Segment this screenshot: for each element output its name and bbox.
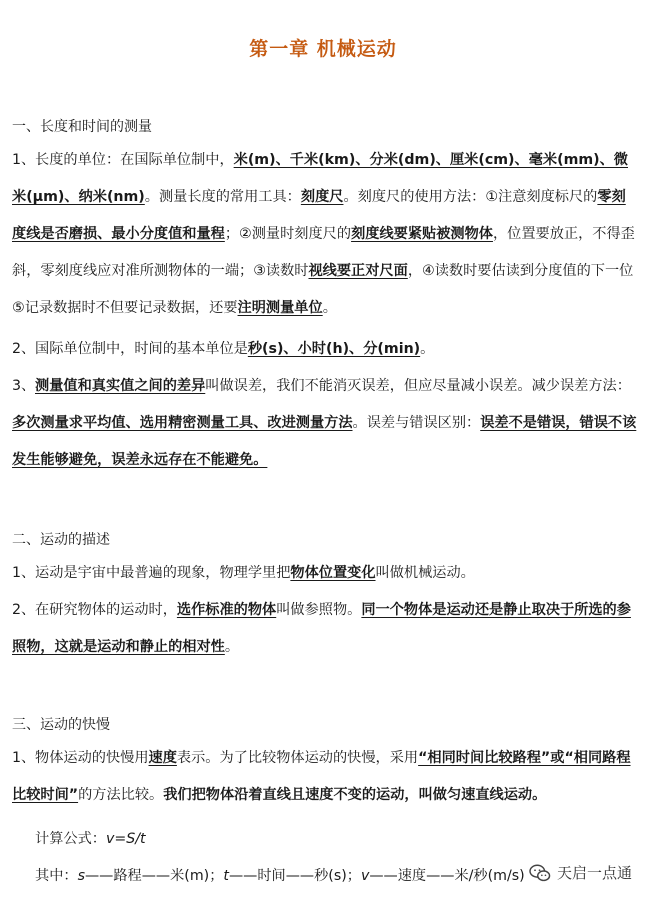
text-run: 在研究物体的运动时，	[35, 602, 177, 618]
formula-variables-line	[35, 865, 525, 885]
text-run: 物体运动的快慢用	[35, 750, 149, 766]
text-run: 。	[224, 639, 240, 655]
watermark-text: 天启一点通	[556, 864, 632, 882]
paragraph-error	[12, 368, 638, 479]
item-number: 2、	[12, 602, 36, 618]
text-run: 叫做参照物。	[276, 602, 362, 618]
symbol-v: v	[360, 868, 370, 884]
item-number: 1、	[12, 750, 36, 766]
formula-line	[35, 828, 146, 848]
key-statement: 我们把物体沿着直线且速度不变的运动，叫做匀速直线运动。	[163, 787, 547, 803]
key-point: 同一个物体是运动还是静止取决于所选的参照物，这就是运动和静止的相对性	[12, 602, 631, 655]
variable-desc: ——路程——米(m)；	[84, 868, 224, 884]
section-heading-1: 一、长度和时间的测量	[12, 119, 152, 135]
text-run: 叫做误差，我们不能消灭误差，但应尽量减小误差。减少误差方法：	[205, 378, 631, 394]
paragraph-speed	[12, 740, 638, 814]
paragraph-length-units	[12, 142, 638, 327]
item-number: 3、	[12, 378, 36, 394]
text-run: 。刻度尺的使用方法：①注意刻度标尺的	[343, 189, 598, 205]
key-point: 刻度尺	[300, 189, 344, 205]
chapter-title: 第一章 机械运动	[249, 38, 397, 60]
key-point: “相同时间比较路程”或“相同路程比较时间”	[12, 750, 631, 803]
wechat-icon	[529, 863, 551, 883]
key-point: 选作标准的物体	[176, 602, 277, 618]
paragraph-mechanical-motion	[12, 555, 638, 592]
key-point: 速度	[148, 750, 177, 766]
text-run: 。	[420, 341, 435, 357]
text-run: 长度的单位：在国际单位制中，	[35, 152, 234, 168]
key-point: 物体位置变化	[290, 565, 376, 581]
variables-label: 其中：	[35, 868, 78, 884]
item-number: 1、	[12, 565, 36, 581]
key-point: 测量值和真实值之间的差异	[35, 378, 206, 394]
key-point: 秒(s)、小时(h)、分(min)	[247, 341, 421, 357]
text-run: ，位置要放正，不得歪斜，零刻度线应对准所测物体的一端；③读数时	[12, 226, 635, 279]
symbol-t: t	[223, 868, 229, 884]
text-run: 国际单位制中，时间的基本单位是	[35, 341, 248, 357]
paragraph-time-units	[12, 331, 638, 368]
key-point: 注明测量单位	[237, 300, 323, 316]
text-run: 的方法比较。	[78, 787, 164, 803]
text-run: 叫做机械运动。	[375, 565, 475, 581]
variable-desc: ——时间——秒(s)；	[228, 868, 361, 884]
item-number: 2、	[12, 341, 36, 357]
paragraph-reference-object	[12, 592, 638, 666]
text-run: 运动是宇宙中最普遍的现象，物理学里把	[35, 565, 291, 581]
key-point: 误差不是错误，错误不该发生能够避免，误差永远存在不能避免。	[12, 415, 637, 468]
text-run: 表示。为了比较物体运动的快慢，采用	[176, 750, 419, 766]
key-point: 米(m)、千米(km)、分米(dm)、厘米(cm)、毫米(mm)、微米(μm)、纳米(nm)	[12, 152, 628, 205]
watermark	[529, 862, 632, 883]
item-number: 1、	[12, 152, 36, 168]
variable-desc: ——速度——米/秒(m/s)	[369, 868, 525, 884]
key-point: 零刻度线是否磨损、最小分度值和量程	[12, 189, 626, 242]
text-run: ，④读数时要估读到分度值的下一位⑤记录数据时不但要记录数据，还要	[12, 263, 634, 316]
formula-label: 计算公式：	[35, 831, 106, 847]
text-run: ；②测量时刻度尺的	[224, 226, 352, 242]
section-heading-3: 三、运动的快慢	[12, 717, 110, 733]
symbol-s: s	[77, 868, 85, 884]
text-run: 。	[322, 300, 337, 316]
text-run: 。误差与错误区别：	[352, 415, 481, 431]
key-point: 视线要正对尺面	[308, 263, 408, 279]
key-point: 多次测量求平均值、选用精密测量工具、改进测量方法	[12, 415, 353, 431]
text-run: 。测量长度的常用工具：	[144, 189, 301, 205]
section-heading-2: 二、运动的描述	[12, 532, 110, 548]
key-point: 刻度线要紧贴被测物体	[351, 226, 493, 242]
formula-value: v=S/t	[105, 831, 146, 847]
